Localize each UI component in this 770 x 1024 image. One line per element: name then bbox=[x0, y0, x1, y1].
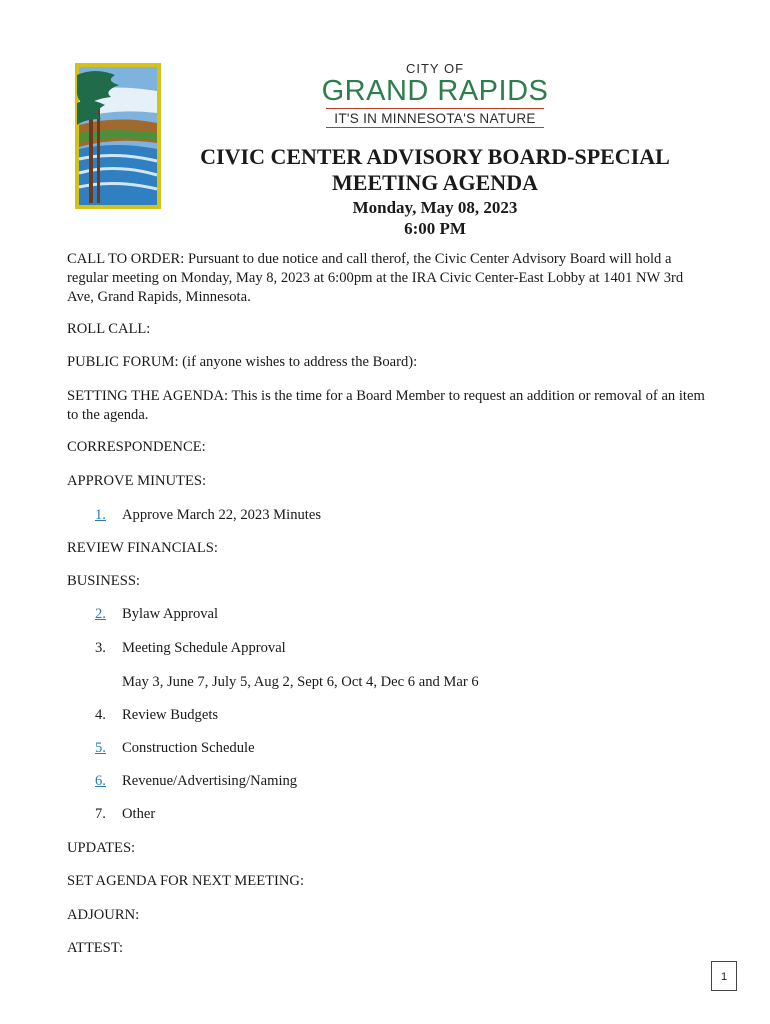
schedule-dates: May 3, June 7, July 5, Aug 2, Sept 6, Oct 4, Dec 6 and Mar 6 bbox=[122, 674, 479, 690]
list-item bbox=[95, 706, 695, 725]
meeting-time: 6:00 PM bbox=[404, 219, 466, 238]
list-item bbox=[95, 639, 695, 658]
call-to-order: CALL TO ORDER: Pursuant to due notice and call therof, the Civic Center Advisory Board will hold a regular meeting on Monday, May 8, 2023 at 6:00pm at the IRA Civic Center-East Lobby at 1401 NW 3rd Ave, Grand Rapids, Minnesota. bbox=[67, 251, 684, 305]
set-agenda-next: SET AGENDA FOR NEXT MEETING: bbox=[67, 873, 305, 889]
review-financials: REVIEW FINANCIALS: bbox=[67, 540, 218, 556]
item-text: Construction Schedule bbox=[122, 740, 255, 756]
list-item bbox=[95, 805, 695, 824]
item-text: Approve March 22, 2023 Minutes bbox=[122, 507, 322, 523]
item-text: Other bbox=[122, 806, 156, 822]
updates: UPDATES: bbox=[67, 840, 136, 856]
item-number-link[interactable]: 2. bbox=[95, 606, 106, 622]
item-text: Revenue/Advertising/Naming bbox=[122, 773, 298, 789]
public-forum: PUBLIC FORUM: (if anyone wishes to address the Board): bbox=[67, 354, 418, 370]
meeting-datetime bbox=[170, 197, 700, 239]
attest: ATTEST: bbox=[67, 940, 124, 956]
list-item bbox=[95, 605, 695, 624]
list-item bbox=[95, 673, 695, 692]
item-number: 4. bbox=[95, 707, 106, 723]
logo-city-of: CITY OF bbox=[405, 61, 465, 76]
item-text: Review Budgets bbox=[122, 707, 219, 723]
list-item bbox=[95, 506, 695, 525]
item-number-link[interactable]: 1. bbox=[95, 507, 106, 523]
logo-divider bbox=[326, 108, 544, 109]
city-wordmark-logo bbox=[320, 62, 550, 130]
tree-landscape-logo bbox=[75, 63, 161, 209]
page-number: 1 bbox=[711, 961, 737, 991]
logo-divider-bottom bbox=[326, 127, 544, 128]
business: BUSINESS: bbox=[67, 573, 140, 589]
item-number-link[interactable]: 6. bbox=[95, 773, 106, 789]
meeting-date: Monday, May 08, 2023 bbox=[352, 198, 518, 217]
roll-call: ROLL CALL: bbox=[67, 321, 151, 337]
setting-agenda: SETTING THE AGENDA: This is the time for a Board Member to request an addition or removal of an item to the agenda. bbox=[67, 388, 705, 423]
item-number: 7. bbox=[95, 806, 106, 822]
list-item bbox=[95, 772, 695, 791]
item-text: Bylaw Approval bbox=[122, 606, 219, 622]
logo-tagline: IT'S IN MINNESOTA'S NATURE bbox=[334, 111, 536, 126]
document-title: CIVIC CENTER ADVISORY BOARD-SPECIAL MEETING AGENDA bbox=[200, 144, 670, 195]
correspondence: CORRESPONDENCE: bbox=[67, 439, 206, 455]
item-text: Meeting Schedule Approval bbox=[122, 640, 286, 656]
adjourn: ADJOURN: bbox=[67, 907, 140, 923]
item-number-link[interactable]: 5. bbox=[95, 740, 106, 756]
approve-minutes: APPROVE MINUTES: bbox=[67, 473, 207, 489]
list-item bbox=[95, 739, 695, 758]
logo-name: GRAND RAPIDS bbox=[321, 75, 549, 107]
item-number: 3. bbox=[95, 640, 106, 656]
